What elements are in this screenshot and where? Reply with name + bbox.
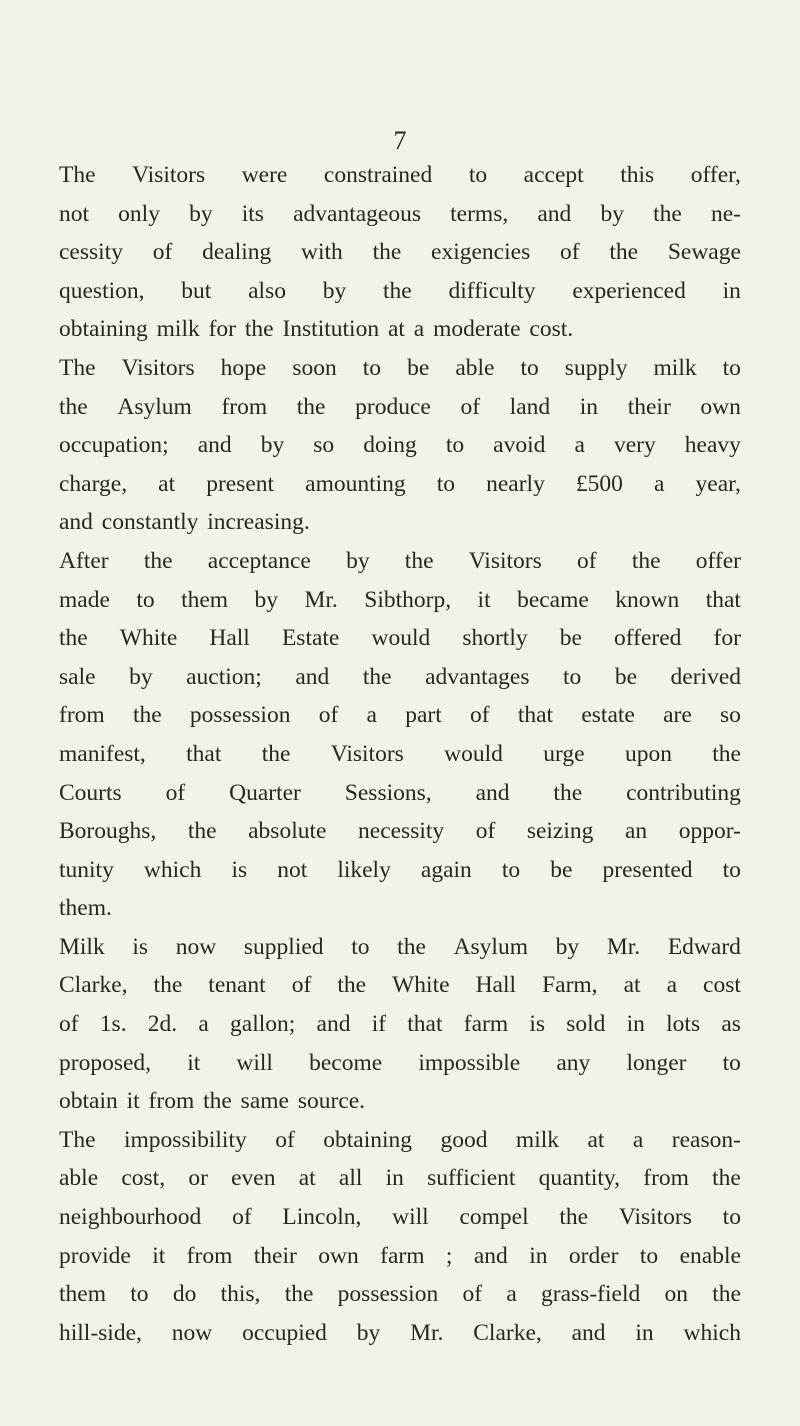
text-line: Courts of Quarter Sessions, and the contributing — [59, 779, 741, 806]
page-number: 7 — [393, 126, 407, 155]
text-line: from the possession of a part of that estate are so — [59, 702, 741, 729]
text-line: Clarke, the tenant of the White Hall Farm, at a cost — [59, 972, 741, 999]
text-line: tunity which is not likely again to be presented to — [59, 856, 741, 883]
text-line: them to do this, the possession of a grass-field on the — [59, 1281, 741, 1308]
text-line: charge, at present amounting to nearly £500 a year, — [59, 470, 741, 497]
text-line: The Visitors were constrained to accept this offer, — [59, 162, 741, 188]
text-line: made to them by Mr. Sibthorp, it became known that — [59, 586, 741, 613]
text-line: of 1s. 2d. a gallon; and if that farm is sold in lots as — [59, 1011, 741, 1038]
paragraph — [59, 156, 741, 349]
text-line: not only by its advantageous terms, and by the ne- — [59, 200, 741, 227]
text-line: question, but also by the difficulty experienced in — [59, 277, 741, 304]
text-line: cessity of dealing with the exigencies of the Sewage — [59, 239, 741, 266]
text-line: proposed, it will become impossible any longer to — [59, 1049, 741, 1076]
text-line: obtaining milk for the Institution at a moderate cost. — [59, 316, 574, 343]
text-line: provide it from their own farm ; and in order to enable — [59, 1242, 741, 1269]
text-line: the White Hall Estate would shortly be offered for — [59, 625, 741, 652]
text-line: Milk is now supplied to the Asylum by Mr. Edward — [59, 933, 741, 960]
text-line: sale by auction; and the advantages to be derived — [59, 663, 741, 690]
text-line: The Visitors hope soon to be able to supply milk to — [59, 354, 741, 381]
text-line: them. — [59, 895, 112, 922]
text-line: obtain it from the same source. — [59, 1088, 366, 1115]
text-line: the Asylum from the produce of land in their own — [59, 393, 741, 420]
text-line: The impossibility of obtaining good milk at a reason- — [59, 1126, 741, 1153]
text-line: and constantly increasing. — [59, 509, 310, 536]
text-line: occupation; and by so doing to avoid a very heavy — [59, 432, 741, 459]
text-line: Boroughs, the absolute necessity of seizing an oppor- — [59, 818, 741, 845]
text-line: manifest, that the Visitors would urge upon the — [59, 740, 741, 767]
paragraph — [59, 349, 741, 542]
paragraph — [59, 1121, 741, 1353]
text-line: After the acceptance by the Visitors of the offer — [59, 547, 741, 574]
text-line: able cost, or even at all in sufficient quantity, from the — [59, 1165, 741, 1192]
body-text — [59, 156, 741, 1352]
paragraph — [59, 928, 741, 1121]
text-line: neighbourhood of Lincoln, will compel the Visitors to — [59, 1204, 741, 1231]
paragraph — [59, 542, 741, 928]
text-line: hill-side, now occupied by Mr. Clarke, and in which — [59, 1319, 741, 1346]
